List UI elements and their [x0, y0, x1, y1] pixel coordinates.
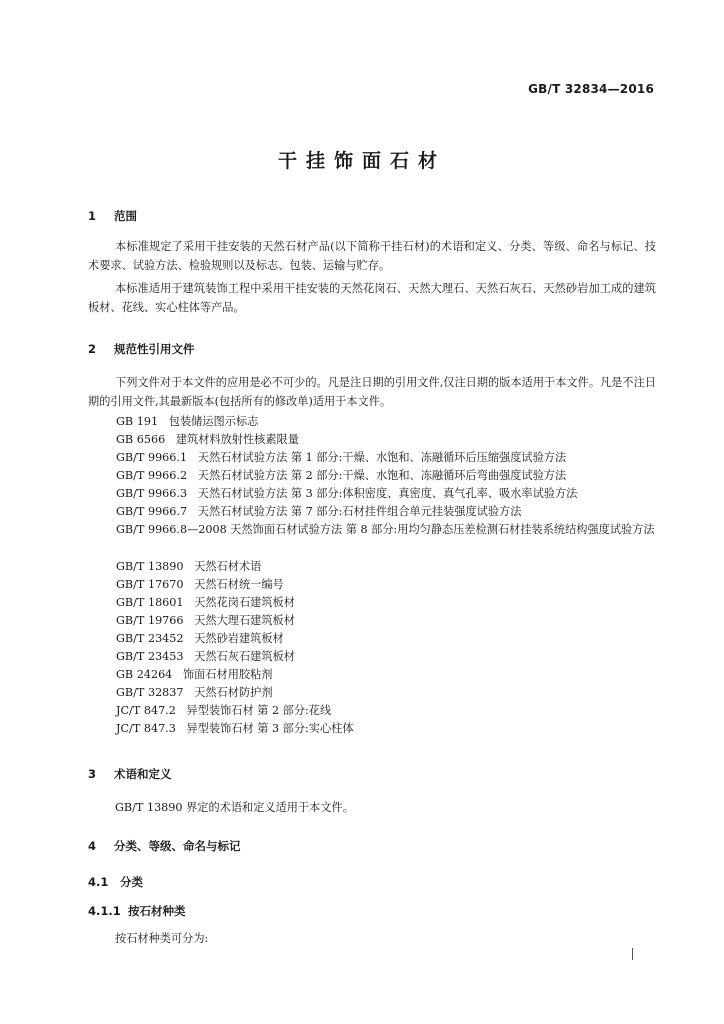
- reference-code: GB/T 19766: [116, 614, 184, 627]
- section-4-1-heading: [88, 874, 143, 890]
- reference-item: [116, 630, 284, 648]
- reference-code: JC/T 847.3: [116, 722, 176, 735]
- section-number: 1: [88, 209, 97, 223]
- section-4-heading: [88, 838, 241, 854]
- reference-title: 天然石材试验方法 第 3 部分:体积密度、真密度、真气孔率、吸水率试验方法: [197, 487, 578, 500]
- reference-code: GB 24264: [116, 668, 173, 681]
- reference-code: GB/T 9966.3: [116, 487, 188, 500]
- reference-title: 异型装饰石材 第 2 部分:花线: [186, 704, 332, 717]
- section-1-paragraph-1: 本标准规定了采用干挂安装的天然石材产品(以下简称干挂石材)的术语和定义、分类、等级、命名与标记、技术要求、试验方法、检验规则以及标志、包装、运输与贮存。: [88, 240, 656, 272]
- reference-item: [116, 576, 284, 594]
- section-number: 2: [88, 342, 97, 356]
- reference-title: 天然大理石建筑板材: [194, 614, 295, 627]
- section-title: 分类、等级、命名与标记: [114, 839, 241, 853]
- document-title: 干挂饰面石材: [277, 150, 446, 172]
- section-title: 分类: [120, 875, 143, 889]
- section-1-heading: [88, 208, 137, 224]
- reference-item: [116, 467, 566, 485]
- section-number: 3: [88, 767, 97, 781]
- reference-title: 包装储运图示标志: [168, 415, 259, 428]
- section-title: 范围: [114, 209, 137, 223]
- standard-number: GB/T 32834—2016: [528, 82, 654, 96]
- reference-item: [116, 648, 295, 666]
- reference-title: 天然砂岩建筑板材: [194, 632, 284, 645]
- section-3-paragraph-1: GB/T 13890 界定的术语和定义适用于本文件。: [115, 801, 354, 814]
- reference-title: 天然石材统一编号: [194, 578, 284, 591]
- section-number: 4.1.1: [88, 904, 121, 918]
- reference-item: [116, 684, 273, 702]
- reference-title: 天然石材试验方法 第 7 部分:石材挂件组合单元挂装强度试验方法: [197, 505, 522, 518]
- reference-code: GB/T 13890: [116, 560, 184, 573]
- reference-item: [116, 485, 577, 503]
- reference-title: 天然石材试验方法 第 2 部分:干燥、水饱和、冻融循环后弯曲强度试验方法: [197, 469, 567, 482]
- reference-title: 天然石材术语: [194, 560, 262, 573]
- reference-title: 天然石材防护剂: [194, 686, 273, 699]
- reference-item: [116, 666, 273, 684]
- section-4-1-1-paragraph-1: 按石材种类可分为:: [115, 932, 209, 945]
- reference-code: GB/T 23453: [116, 650, 184, 663]
- reference-item: [116, 558, 261, 576]
- page-edge-mark: [632, 948, 635, 960]
- reference-item: [116, 720, 354, 738]
- section-2-paragraph-1: 下列文件对于本文件的应用是必不可少的。凡是注日期的引用文件,仅注日期的版本适用于本文件。凡是不注日期的引用文件,其最新版本(包括所有的修改单)适用于本文件。: [88, 376, 656, 408]
- section-number: 4: [88, 839, 97, 853]
- reference-title: 异型装饰石材 第 3 部分:实心柱体: [186, 722, 354, 735]
- reference-code: GB/T 23452: [116, 632, 184, 645]
- reference-item: [116, 503, 521, 521]
- reference-code: GB/T 9966.1: [116, 451, 188, 464]
- reference-code: GB 191: [116, 415, 159, 428]
- reference-item: [116, 431, 299, 449]
- reference-title: 天然石灰石建筑板材: [194, 650, 295, 663]
- reference-code: GB 6566: [116, 433, 166, 446]
- reference-code: GB/T 32837: [116, 686, 184, 699]
- reference-code: JC/T 847.2: [116, 704, 176, 717]
- reference-item: [116, 413, 258, 431]
- reference-code: GB/T 9966.7: [116, 505, 188, 518]
- section-2-heading: [88, 341, 195, 357]
- section-4-1-1-heading: [88, 903, 186, 919]
- section-1-paragraph-2: 本标准适用于建筑装饰工程中采用干挂安装的天然花岗石、天然大理石、天然石灰石、天然砂岩加工成的建筑板材、花线、实心柱体等产品。: [88, 282, 656, 314]
- reference-item: [116, 594, 295, 612]
- section-3-heading: [88, 766, 172, 782]
- section-title: 按石材种类: [128, 904, 186, 918]
- reference-title: 饰面石材用胶粘剂: [182, 668, 273, 681]
- reference-item-long: GB/T 9966.8—2008 天然饰面石材试验方法 第 8 部分:用均匀静态压差检测石材挂装系统结构强度试验方法: [116, 523, 655, 536]
- reference-item: [116, 449, 566, 467]
- reference-item: [116, 702, 331, 720]
- reference-code: GB/T 9966.2: [116, 469, 188, 482]
- reference-item: [116, 612, 295, 630]
- reference-code: GB/T 17670: [116, 578, 184, 591]
- reference-title: 天然石材试验方法 第 1 部分:干燥、水饱和、冻融循环后压缩强度试验方法: [197, 451, 567, 464]
- section-title: 规范性引用文件: [114, 342, 195, 356]
- reference-code: GB/T 18601: [116, 596, 184, 609]
- reference-title: 建筑材料放射性核素限量: [175, 433, 299, 446]
- section-number: 4.1: [88, 875, 109, 889]
- reference-title: 天然花岗石建筑板材: [194, 596, 295, 609]
- section-title: 术语和定义: [114, 767, 172, 781]
